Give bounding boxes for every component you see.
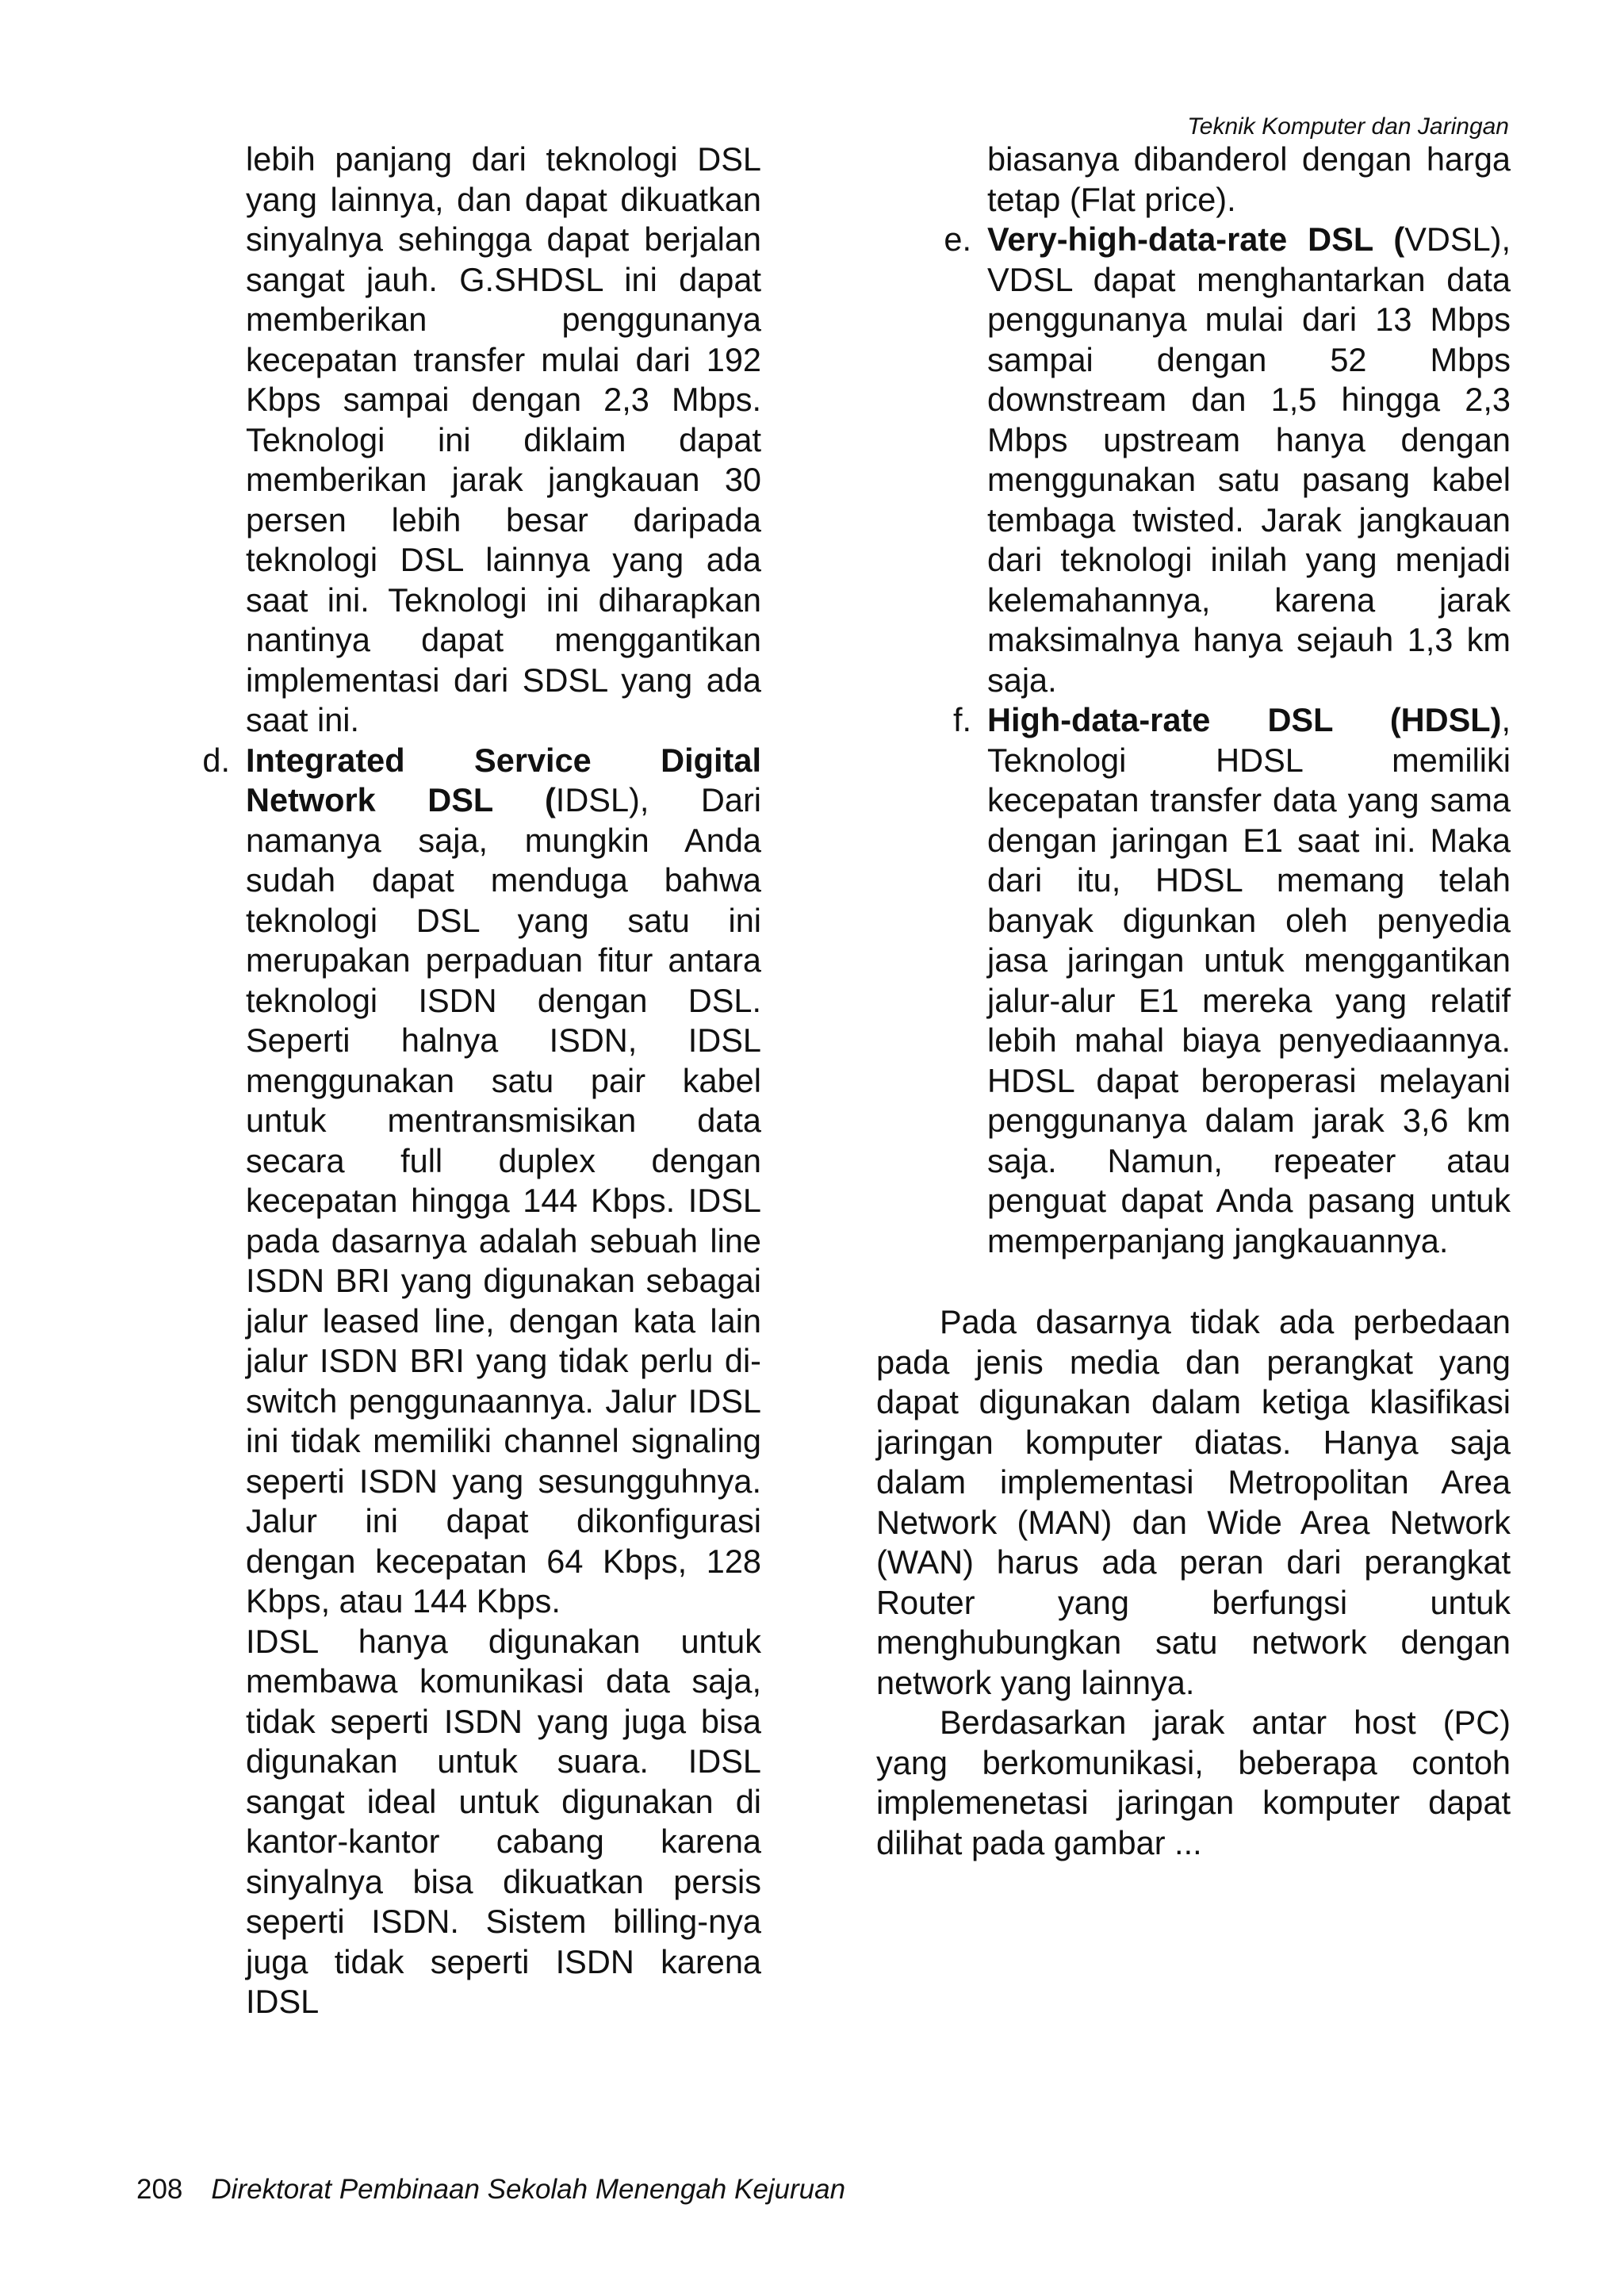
body-paragraph: Berdasarkan jarak antar host (PC) yang berkomunikasi, beberapa contoh implemenetasi jaringan komputer dapat dilihat pada gambar ... [876,1704,1511,1861]
body-paragraph: Pada dasarnya tidak ada perbedaan pada jenis media dan perangkat yang dapat digunakan dalam ketiga klasifikasi jaringan komputer diatas. Hanya saja dalam implementasi Metropolitan Area Network (MAN) dan Wide Area Network (WAN) harus ada peran dari perangkat Router yang berfungsi untuk menghubungkan satu network dengan network yang lainnya. [876,1303,1511,1701]
list-label: d. [202,741,230,779]
running-header: Teknik Komputer dan Jaringan [1187,113,1509,140]
item-title: Very-high-data-rate DSL ( [987,220,1405,258]
item-text: IDSL), Dari namanya saja, mungkin Anda sudah dapat menduga bahwa teknologi DSL yang satu ini merupakan perpaduan fitur antara teknologi ISDN dengan DSL. Seperti halnya ISDN, IDSL menggunakan satu pair kabel untuk mentransmisikan data secara full duplex dengan kecepatan hingga 144 Kbps. IDSL pada dasarnya adalah sebuah line ISDN BRI yang digunakan sebagai jalur leased line, dengan kata lain jalur ISDN BRI yang tidak perlu di-switch penggunaannya. Jalur IDSL ini tidak memiliki channel signaling seperti ISDN yang sesungguhnya. Jalur ini dapat dikonfigurasi dengan kecepatan 64 Kbps, 128 Kbps, atau 144 Kbps. [246,781,761,1619]
list-item-d [202,741,761,2022]
continuation-text: biasanya dibanderol dengan harga tetap (Flat price). [987,140,1511,218]
right-list [876,140,1511,1261]
list-label: f. [952,701,971,738]
list-item-body-continued: IDSL hanya digunakan untuk membawa komunikasi data saja, tidak seperti ISDN yang juga bisa digunakan untuk suara. IDSL sangat ideal untuk digunakan di kantor-kantor cabang karena sinyalnya bisa dikuatkan persis seperti ISDN. Sistem billing-nya juga tidak seperti ISDN karena IDSL [246,1622,761,2020]
item-text: VDSL), VDSL dapat menghantarkan data penggunanya mulai dari 13 Mbps sampai dengan 52 Mbps downstream dan 1,5 hingga 2,3 Mbps upstream hanya dengan menggunakan satu pasang kabel tembaga twisted. Jarak jangkauan dari teknologi inilah yang menjadi kelemahannya, karena jarak maksimalnya hanya sejauh 1,3 km saja. [987,220,1511,699]
right-column [876,140,1511,1863]
item-title: High-data-rate DSL (HDSL) [987,701,1502,738]
left-column [202,140,761,2022]
list-item-e [944,220,1511,700]
page-footer [136,2173,845,2206]
item-title: Integrated Service Digital Network DSL ( [246,741,761,818]
item-text: , Teknologi HDSL memiliki kecepatan transfer data yang sama dengan jaringan E1 saat ini. Maka dari itu, HDSL memang telah banyak digunkan oleh penyedia jasa jaringan untuk menggantikan jalur-alur E1 mereka yang relatif lebih mahal biaya penyediaannya. HDSL dapat beroperasi melayani penggunanya dalam jarak 3,6 km saja. Namun, repeater atau penguat dapat Anda pasang untuk memperpanjang jangkauannya. [987,701,1511,1259]
publisher-name: Direktorat Pembinaan Sekolah Menengah Kejuruan [211,2174,846,2205]
page-number: 208 [136,2174,183,2205]
list-label: e. [944,220,971,258]
list-item-body [246,741,761,1622]
list-item-body [987,700,1511,1261]
list-item-body [987,220,1511,700]
spacer [876,1261,1511,1302]
continuation-text: lebih panjang dari teknologi DSL yang lainnya, dan dapat dikuatkan sinyalnya sehingga dapat berjalan sangat jauh. G.SHDSL ini dapat memberikan penggunanya kecepatan transfer mulai dari 192 Kbps sampai dengan 2,3 Mbps. Teknologi ini diklaim dapat memberikan jarak jangkauan 30 persen lebih besar daripada teknologi DSL lainnya yang ada saat ini. Teknologi ini diharapkan nantinya dapat menggantikan implementasi dari SDSL yang ada saat ini. [246,140,761,738]
list-item-f [952,700,1511,1261]
